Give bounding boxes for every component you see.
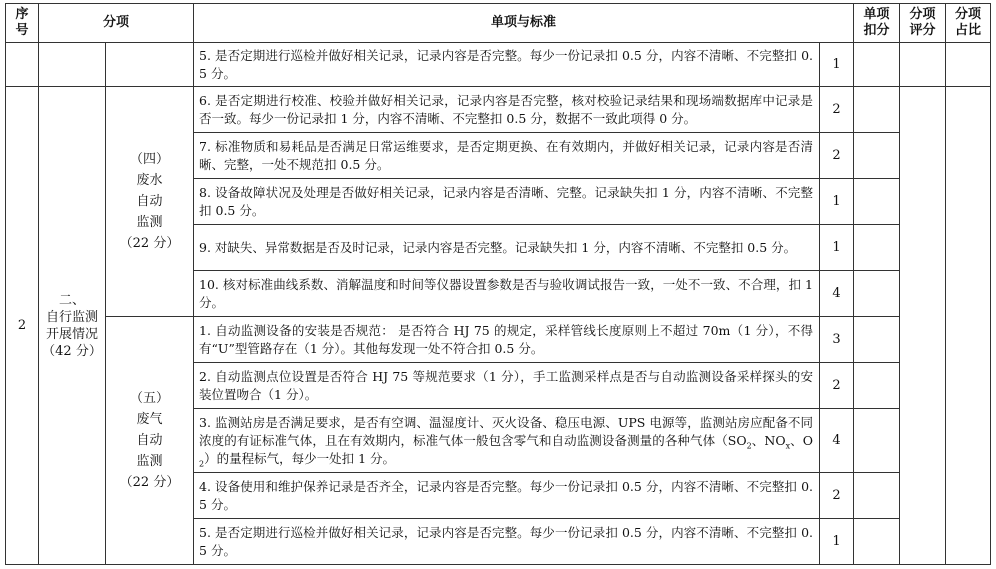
deduct-cell xyxy=(854,87,900,133)
score-value: 1 xyxy=(820,519,854,565)
deduct-cell xyxy=(854,225,900,271)
criteria-text: 9. 对缺失、异常数据是否及时记录，记录内容是否完整。记录缺失扣 1 分，内容不清晰、不完整扣 0.5 分。 xyxy=(194,225,820,271)
header-item-deduct: 单项 扣分 xyxy=(854,4,900,43)
criteria-text: 4. 设备使用和维护保养记录是否齐全，记录内容是否完整。每少一份记录扣 0.5 分，内容不清晰、不完整扣 0.5 分。 xyxy=(194,473,820,519)
criteria-text: 7. 标准物质和易耗品是否满足日常运维要求，是否定期更换、在有效期内，并做好相关记录，记录内容是否清晰、完整，一处不规范扣 0.5 分。 xyxy=(194,133,820,179)
section-name: 二、 自行监测 开展情况 （42 分） xyxy=(39,87,106,565)
header-sub-ratio: 分项 占比 xyxy=(946,4,991,43)
group-name-wastewater: （四） 废水 自动 监测 （22 分） xyxy=(106,87,194,317)
sub-ratio-cell xyxy=(946,87,991,565)
criteria-text: 1. 自动监测设备的安装是否规范： 是否符合 HJ 75 的规定，采样管线长度原则上不超过 70m（1 分），不得有“U”型管路存在（1 分）。其他每发现一处不符合扣 0.5 分。 xyxy=(194,317,820,363)
score-value: 4 xyxy=(820,409,854,473)
deduct-cell xyxy=(854,271,900,317)
deduct-cell xyxy=(854,363,900,409)
header-category: 分项 xyxy=(39,4,194,43)
empty-cell xyxy=(39,43,106,87)
score-value: 2 xyxy=(820,363,854,409)
header-criteria: 单项与标准 xyxy=(194,4,854,43)
deduct-cell xyxy=(854,519,900,565)
sub-ratio-cell xyxy=(946,43,991,87)
table-row xyxy=(6,87,991,133)
deduct-cell xyxy=(854,473,900,519)
deduct-cell xyxy=(854,179,900,225)
deduct-cell xyxy=(854,133,900,179)
score-value: 1 xyxy=(820,179,854,225)
score-value: 1 xyxy=(820,43,854,87)
score-value: 2 xyxy=(820,133,854,179)
empty-cell xyxy=(106,43,194,87)
header-index: 序 号 xyxy=(6,4,39,43)
criteria-text: 10. 核对标准曲线系数、消解温度和时间等仪器设置参数是否与验收调试报告一致，一处不一致、不合理，扣 1 分。 xyxy=(194,271,820,317)
score-value: 1 xyxy=(820,225,854,271)
sub-score-cell xyxy=(900,87,946,565)
criteria-text: 8. 设备故障状况及处理是否做好相关记录，记录内容是否清晰、完整。记录缺失扣 1 分，内容不清晰、不完整扣 0.5 分。 xyxy=(194,179,820,225)
criteria-text: 5. 是否定期进行巡检并做好相关记录，记录内容是否完整。每少一份记录扣 0.5 分，内容不清晰、不完整扣 0.5 分。 xyxy=(194,43,820,87)
scoring-table xyxy=(5,3,991,565)
header-sub-score: 分项 评分 xyxy=(900,4,946,43)
criteria-text: 3. 监测站房是否满足要求，是否有空调、温湿度计、灭火设备、稳压电源、UPS 电源等，监测站房应配备不同浓度的有证标准气体，且在有效期内，标准气体一般包含零气和自动监测设备测量的各种气体（$SO_2$、$NO_x$、$O_2$）的量程标气，每少一处扣 1 分。 xyxy=(194,409,820,473)
empty-cell xyxy=(6,43,39,87)
criteria-text: 2. 自动监测点位设置是否符合 HJ 75 等规范要求（1 分），手工监测采样点是否与自动监测设备采样探头的安装位置吻合（1 分）。 xyxy=(194,363,820,409)
header-row xyxy=(6,4,991,43)
score-value: 3 xyxy=(820,317,854,363)
score-value: 4 xyxy=(820,271,854,317)
sub-score-cell xyxy=(900,43,946,87)
criteria-text: 6. 是否定期进行校准、校验并做好相关记录，记录内容是否完整，核对校验记录结果和现场端数据库中记录是否一致。每少一份记录扣 1 分，内容不清晰、不完整扣 0.5 分，数据不一致此项得 0 分。 xyxy=(194,87,820,133)
group-name-exhaust-gas: （五） 废气 自动 监测 （22 分） xyxy=(106,317,194,565)
table-row xyxy=(6,43,991,87)
section-index: 2 xyxy=(6,87,39,565)
deduct-cell xyxy=(854,43,900,87)
deduct-cell xyxy=(854,409,900,473)
deduct-cell xyxy=(854,317,900,363)
criteria-text: 5. 是否定期进行巡检并做好相关记录，记录内容是否完整。每少一份记录扣 0.5 分，内容不清晰、不完整扣 0.5 分。 xyxy=(194,519,820,565)
score-value: 2 xyxy=(820,473,854,519)
table-row xyxy=(6,317,991,363)
score-value: 2 xyxy=(820,87,854,133)
